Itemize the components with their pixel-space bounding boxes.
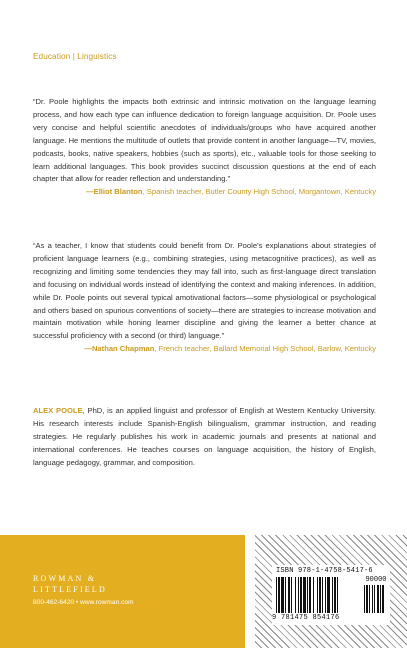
barcode-stripe <box>295 577 296 613</box>
quote-text: “Dr. Poole highlights the impacts both extrinsic and intrinsic motivation on the language learning process, and how each type can influence dedication to foreign language acquisition. Dr. Poole uses very concise and helpful scientific anecdotes of individuals/groups who have acquired another language. He mentions the multitude of outlets that provide content in another language—TV, movies, podcasts, books, native speakers, hobbies (such as sports), etc., valuable tools for those seeking to learn additional languages. This book provides succinct discussion questions at the end of each chapter that allow for reader reflection and understanding.” <box>33 97 376 184</box>
category-label: Education | Linguistics <box>33 52 117 61</box>
quote-attribution <box>33 343 376 356</box>
reviewer-name: —Elliot Blanton <box>86 187 143 197</box>
reviewer-affiliation: , French teacher, Ballard Memorial High School, Barlow, Kentucky <box>154 344 376 354</box>
barcode-stripe <box>276 577 277 613</box>
price-addon <box>364 576 388 616</box>
author-bio-text: , PhD, is an applied linguist and professor of English at Western Kentucky University. His research interests include Spanish-English bilingualism, grammar instruction, and reading strategies. He regularly publishes his work in academic journals and presents at national and international conferences. He teaches courses on language acquisition, the history of English, language pedagogy, grammar, and composition. <box>33 406 376 467</box>
barcode-stripe <box>334 577 336 613</box>
author-name: ALEX POOLE <box>33 406 83 415</box>
barcode-stripe <box>317 577 318 613</box>
barcode-digits: 9 781475 854176 <box>272 614 340 622</box>
barcode-stripe <box>307 577 308 613</box>
barcode-stripe <box>337 577 338 613</box>
barcode-stripe <box>313 577 314 613</box>
barcode-stripe <box>278 577 280 613</box>
barcode-stripe <box>303 577 306 613</box>
author-bio <box>33 405 376 470</box>
reviewer-affiliation: , Spanish teacher, Butler County High School, Morgantown, Kentucky <box>142 187 376 197</box>
review-quote-1 <box>33 96 376 199</box>
publisher-contact: 800-462-6420 • www.rowman.com <box>33 599 134 606</box>
publisher-logo <box>33 573 107 595</box>
barcode-stripe <box>298 577 299 613</box>
addon-barcode-icon <box>364 585 388 613</box>
barcode-stripe <box>300 577 302 613</box>
barcode-stripe <box>319 577 321 613</box>
barcode-stripe <box>288 577 290 613</box>
barcode-stripe <box>327 577 330 613</box>
isbn-text: ISBN 978-1-4758-5417-6 <box>276 567 373 575</box>
barcode-stripe <box>322 577 323 613</box>
barcode-stripe <box>291 577 292 613</box>
barcode-stripe <box>281 577 284 613</box>
barcode-icon <box>276 577 360 613</box>
review-quote-2 <box>33 240 376 356</box>
quote-attribution <box>33 186 376 199</box>
addon-number: 90000 <box>365 576 387 584</box>
barcode-stripe <box>309 577 311 613</box>
barcode-stripe <box>285 577 286 613</box>
barcode-panel <box>272 565 390 625</box>
publisher-name-line2: LITTLEFIELD <box>33 585 107 594</box>
barcode-stripe <box>332 577 333 613</box>
publisher-name-line1: ROWMAN & <box>33 574 97 583</box>
addon-stripe <box>384 585 385 613</box>
quote-text: “As a teacher, I know that students could benefit from Dr. Poole’s explanations about strategies of proficient language learners (e.g., combining strategies, using metacognitive practices), as well as recognizing and limiting some tendencies they may fall into, such as first-language direct translation and focusing on individual words instead of identifying the context and making inferences. In addition, while Dr. Poole points out several typical amotivational factors—some physiological or psychological and others based on spurious conventions of society—there are strategies to increase motivation and maintain motivation while honing learner discipline and giving the learner a better chance at successful proficiency with a second (or third) language.” <box>33 241 376 341</box>
barcode-stripe <box>325 577 326 613</box>
reviewer-name: —Nathan Chapman <box>84 344 155 354</box>
